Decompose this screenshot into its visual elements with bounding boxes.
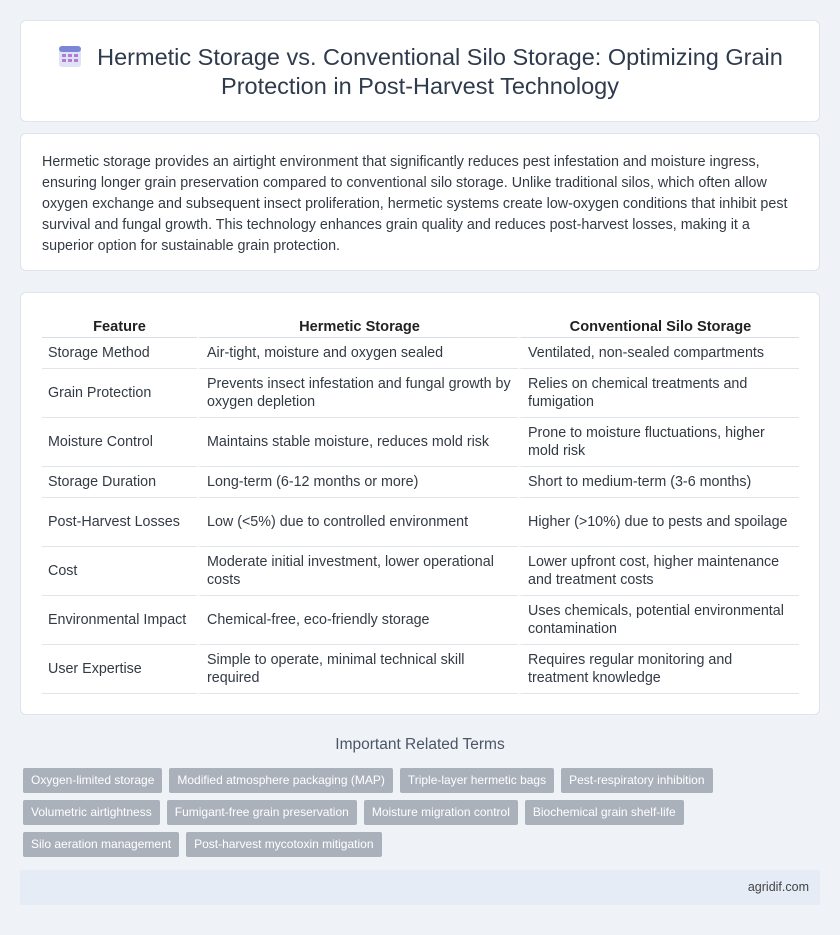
related-term-tag[interactable]: Post-harvest mycotoxin mitigation: [186, 832, 381, 857]
tag-row: [23, 768, 723, 793]
comparison-card: [20, 292, 820, 715]
conventional-cell: Uses chemicals, potential environmental contamination: [518, 596, 799, 645]
feature-cell: Moisture Control: [42, 418, 197, 467]
page-title: [51, 43, 789, 101]
feature-cell: Environmental Impact: [42, 596, 197, 645]
intro-paragraph: Hermetic storage provides an airtight environment that significantly reduces pest infestation and moisture ingress, ensuring longer grain preservation compared to conventional silo storage. Unlike traditional silos, which often allow oxygen exchange and subsequent insect proliferation, hermetic systems create low-oxygen conditions that inhibit pest survival and fungal growth. This technology enhances grain quality and reduces post-harvest losses, making it a superior option for sustainable grain protection.: [42, 154, 788, 254]
table-row: [42, 645, 799, 694]
table-row: [42, 596, 799, 645]
table-row: [42, 418, 799, 467]
related-term-tag[interactable]: Biochemical grain shelf-life: [525, 800, 684, 825]
page-title-text: Hermetic Storage vs. Conventional Silo Storage: Optimizing Grain Protection in Post-Harvest Technology: [97, 44, 783, 99]
related-term-tag[interactable]: Silo aeration management: [23, 832, 179, 857]
conventional-cell: Relies on chemical treatments and fumigation: [518, 369, 799, 418]
feature-cell: Post-Harvest Losses: [42, 498, 197, 547]
related-terms-tags: [23, 768, 723, 864]
conventional-cell: Requires regular monitoring and treatment knowledge: [518, 645, 799, 694]
table-row: [42, 369, 799, 418]
footer-site-link[interactable]: agridif.com: [747, 880, 809, 894]
column-header-feature: Feature: [42, 316, 197, 338]
hermetic-cell: Low (<5%) due to controlled environment: [197, 498, 518, 547]
conventional-cell: Short to medium-term (3-6 months): [518, 467, 799, 498]
hermetic-cell: Simple to operate, minimal technical skill required: [197, 645, 518, 694]
tag-row: [23, 800, 723, 825]
table-header-row: [42, 316, 799, 338]
conventional-cell: Higher (>10%) due to pests and spoilage: [518, 498, 799, 547]
hermetic-cell: Moderate initial investment, lower operational costs: [197, 547, 518, 596]
feature-cell: Storage Method: [42, 338, 197, 369]
calendar-grid-icon: [57, 43, 83, 69]
table-row: [42, 338, 799, 369]
column-header-conventional: Conventional Silo Storage: [518, 316, 799, 338]
related-terms-heading: Important Related Terms: [335, 736, 505, 753]
tag-row: [23, 832, 723, 857]
feature-cell: User Expertise: [42, 645, 197, 694]
related-term-tag[interactable]: Modified atmosphere packaging (MAP): [169, 768, 392, 793]
intro-card: [20, 133, 820, 271]
feature-cell: Storage Duration: [42, 467, 197, 498]
related-term-tag[interactable]: Fumigant-free grain preservation: [167, 800, 357, 825]
related-term-tag[interactable]: Pest-respiratory inhibition: [561, 768, 712, 793]
hermetic-cell: Long-term (6-12 months or more): [197, 467, 518, 498]
related-term-tag[interactable]: Oxygen-limited storage: [23, 768, 162, 793]
table-row: [42, 547, 799, 596]
hermetic-cell: Maintains stable moisture, reduces mold risk: [197, 418, 518, 467]
hermetic-cell: Air-tight, moisture and oxygen sealed: [197, 338, 518, 369]
conventional-cell: Lower upfront cost, higher maintenance and treatment costs: [518, 547, 799, 596]
related-term-tag[interactable]: Triple-layer hermetic bags: [400, 768, 554, 793]
footer-bar: [20, 870, 820, 905]
related-term-tag[interactable]: Volumetric airtightness: [23, 800, 160, 825]
hermetic-cell: Prevents insect infestation and fungal growth by oxygen depletion: [197, 369, 518, 418]
table-row: [42, 498, 799, 547]
column-header-hermetic: Hermetic Storage: [197, 316, 518, 338]
conventional-cell: Ventilated, non-sealed compartments: [518, 338, 799, 369]
feature-cell: Cost: [42, 547, 197, 596]
related-term-tag[interactable]: Moisture migration control: [364, 800, 518, 825]
feature-cell: Grain Protection: [42, 369, 197, 418]
comparison-table: [42, 316, 799, 694]
table-row: [42, 467, 799, 498]
conventional-cell: Prone to moisture fluctuations, higher mold risk: [518, 418, 799, 467]
hermetic-cell: Chemical-free, eco-friendly storage: [197, 596, 518, 645]
header-card: [20, 20, 820, 122]
